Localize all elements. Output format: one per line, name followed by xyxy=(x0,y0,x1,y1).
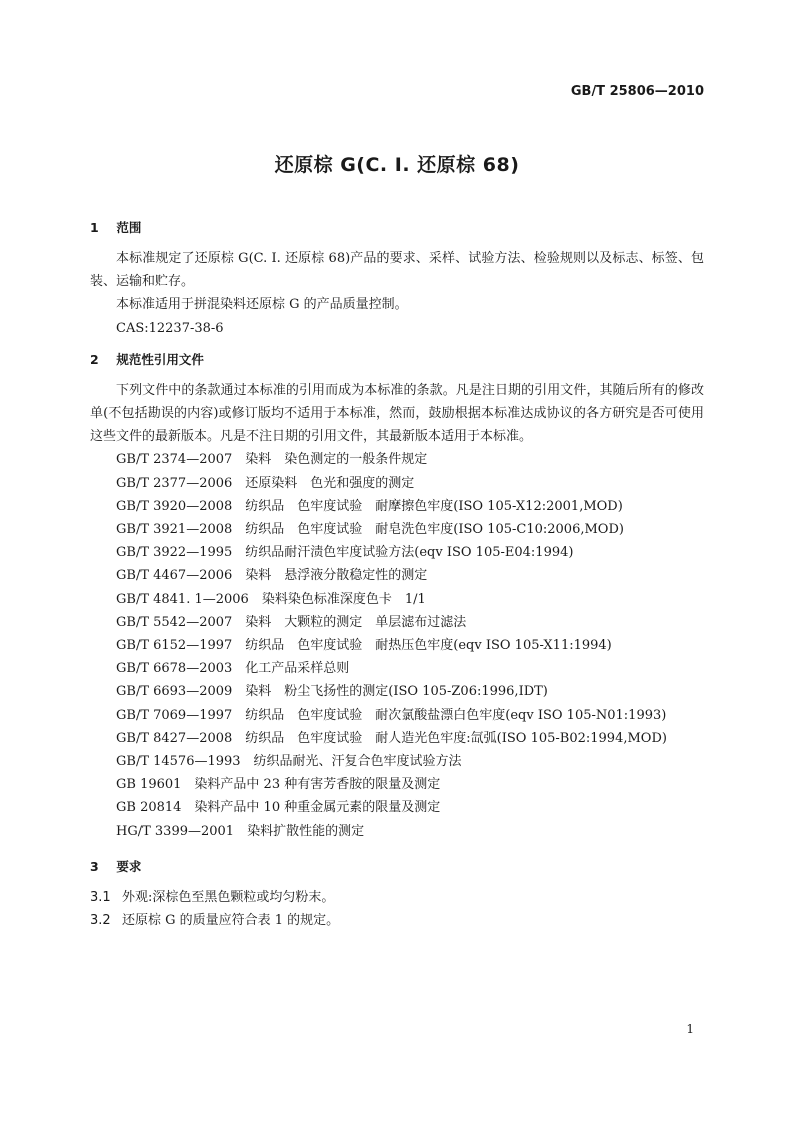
section-number: 3 xyxy=(90,858,99,874)
clause-text: 外观:深棕色至黑色颗粒或均匀粉末。 xyxy=(122,889,335,905)
reference-list xyxy=(90,448,704,842)
section-heading-requirements xyxy=(90,855,704,878)
requirement-item xyxy=(90,886,704,909)
section-number: 1 xyxy=(90,220,99,235)
section-heading-references xyxy=(90,348,704,371)
reference-item: GB/T 6152—1997 纺织品 色牢度试验 耐热压色牢度(eqv ISO 105-X11:1994) xyxy=(116,638,612,654)
reference-item: GB/T 4841. 1—2006 染料染色标准深度色卡 1/1 xyxy=(116,591,426,607)
reference-item: HG/T 3399—2001 染料扩散性能的测定 xyxy=(116,823,365,839)
page-number: 1 xyxy=(686,1022,694,1036)
reference-item: GB/T 2374—2007 染料 染色测定的一般条件规定 xyxy=(116,452,428,468)
clause-number: 3.2 xyxy=(90,913,111,929)
standard-code: GB/T 25806—2010 xyxy=(570,84,704,99)
references-intro: 下列文件中的条款通过本标准的引用而成为本标准的条款。凡是注日期的引用文件，其随后所有的修改单(不包括勘误的内容)或修订版均不适用于本标准，然而，鼓励根据本标准达成协议的各方研究是否可使用这些文件的最新版本。凡是不注日期的引用文件，其最新版本适用于本标准。 xyxy=(90,382,704,445)
clause-text: 还原棕 G 的质量应符合表 1 的规定。 xyxy=(122,913,340,929)
reference-item: GB/T 3920—2008 纺织品 色牢度试验 耐摩擦色牢度(ISO 105-X12:2001,MOD) xyxy=(116,498,623,514)
scope-paragraph: 本标准规定了还原棕 G(C. I. 还原棕 68)产品的要求、采样、试验方法、检验规则以及标志、标签、包装、运输和贮存。 xyxy=(90,251,704,290)
reference-item: GB/T 2377—2006 还原染料 色光和强度的测定 xyxy=(116,475,415,491)
section-title: 规范性引用文件 xyxy=(116,351,204,367)
reference-item: GB/T 6678—2003 化工产品采样总则 xyxy=(116,661,350,677)
reference-item: GB/T 8427—2008 纺织品 色牢度试验 耐人造光色牢度:氙弧(ISO 105-B02:1994,MOD) xyxy=(116,730,667,746)
reference-item: GB 20814 染料产品中 10 种重金属元素的限量及测定 xyxy=(116,800,441,816)
requirement-item xyxy=(90,909,704,932)
document-title: 还原棕 G(C. I. 还原棕 68) xyxy=(274,154,520,176)
section-title: 范围 xyxy=(116,220,142,235)
section-title: 要求 xyxy=(116,858,142,874)
section-heading-scope xyxy=(90,216,704,239)
reference-item: GB 19601 染料产品中 23 种有害芳香胺的限量及测定 xyxy=(116,777,441,793)
reference-item: GB/T 7069—1997 纺织品 色牢度试验 耐次氯酸盐漂白色牢度(eqv ISO 105-N01:1993) xyxy=(116,707,667,723)
reference-item: GB/T 14576—1993 纺织品耐光、汗复合色牢度试验方法 xyxy=(116,754,462,770)
cas-number: CAS:12237-38-6 xyxy=(116,320,224,336)
clause-number: 3.1 xyxy=(90,889,111,905)
reference-item: GB/T 6693—2009 染料 粉尘飞扬性的测定(ISO 105-Z06:1996,IDT) xyxy=(116,684,548,700)
reference-item: GB/T 3921—2008 纺织品 色牢度试验 耐皂洗色牢度(ISO 105-C10:2006,MOD) xyxy=(116,522,624,538)
scope-applicability: 本标准适用于拼混染料还原棕 G 的产品质量控制。 xyxy=(116,297,408,313)
reference-item: GB/T 4467—2006 染料 悬浮液分散稳定性的测定 xyxy=(116,568,428,584)
section-number: 2 xyxy=(90,351,99,367)
reference-item: GB/T 3922—1995 纺织品耐汗渍色牢度试验方法(eqv ISO 105-E04:1994) xyxy=(116,545,574,561)
reference-item: GB/T 5542—2007 染料 大颗粒的测定 单层滤布过滤法 xyxy=(116,614,467,630)
document-body xyxy=(90,216,704,932)
